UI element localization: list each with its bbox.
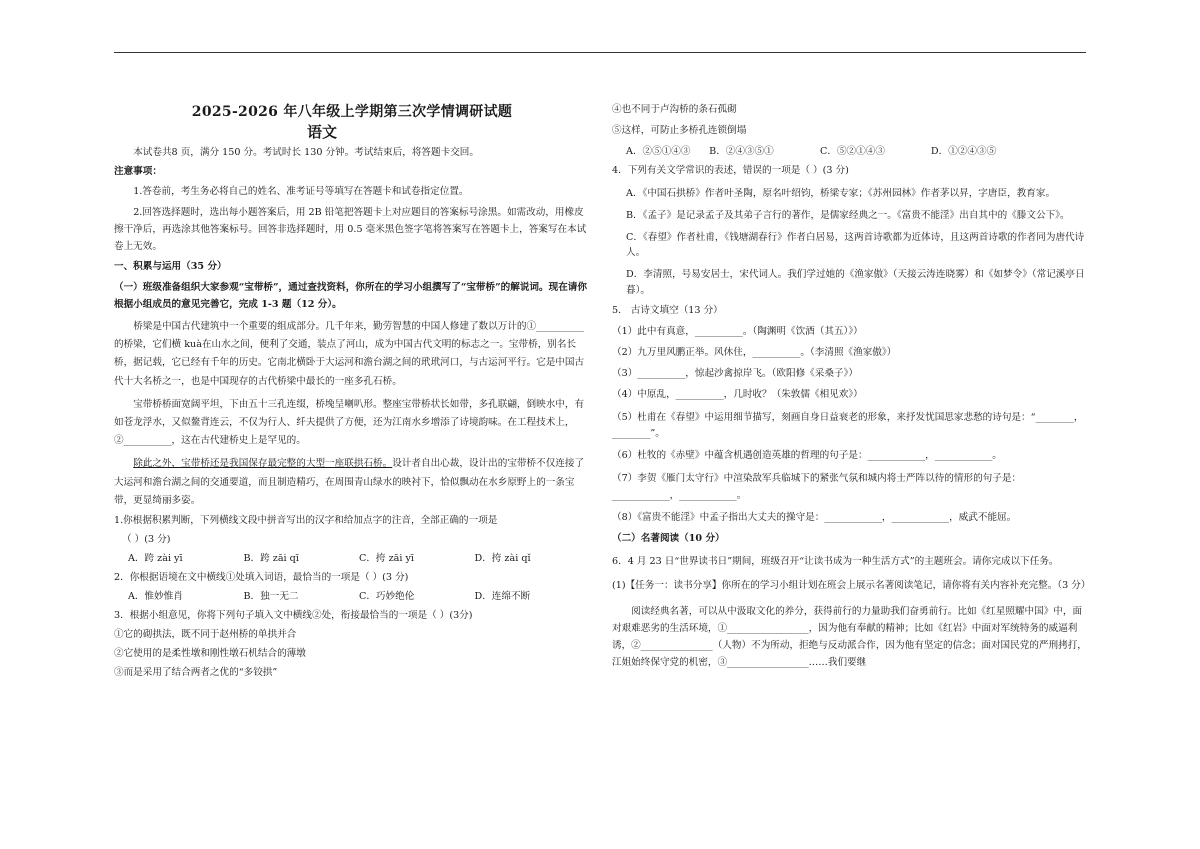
poem-blank-4: （4）中原乱，__________，几时收？（朱敦儒《相见欢》） bbox=[612, 388, 863, 400]
q3-option-b: B．②④③⑤① bbox=[709, 145, 774, 157]
q2-option-c: C．巧妙绝伦 bbox=[359, 591, 415, 603]
question-4: 4．下列有关文学常识的表述，错误的一项是（ ）(3 分) bbox=[612, 164, 849, 176]
poem-blank-5: （5）杜甫在《春望》中运用细节描写，刻画自身日益衰老的形象，来抒发忧国思家悲愁的诗句是：“________，________”。 bbox=[612, 411, 1084, 440]
q1-option-d: D．挎 zài qǐ bbox=[474, 553, 531, 565]
question-6: 6．4 月 23 日“世界读书日”期间，班级召开“让读书成为一种生活方式”的主题班会。请你完成以下任务。 bbox=[612, 555, 1059, 567]
part-2-heading: （二）名著阅读（10 分） bbox=[612, 532, 725, 544]
notice-1: 1.答卷前，考生务必将自己的姓名、准考证号等填写在答题卡和试卷指定位置。 bbox=[133, 186, 469, 198]
poem-blank-2: （2）九万里风鹏正举。风休住，__________。（李清照《渔家傲》） bbox=[612, 346, 897, 358]
notice-2: 2.回答选择题时，选出每小题答案后，用 2B 铅笔把答题卡上对应题目的答案标号涂黑。如需改动，用橡皮擦干净后，再选涂其他答案标号。回答非选择题时，用 0.5 毫米黑色签字笔将答案写在答题卡上，答案写在本试卷上无效。 bbox=[114, 207, 587, 252]
q3-sentence-2: ②它使用的是柔性墩和刚性墩石机结合的薄墩 bbox=[114, 647, 306, 659]
passage-paragraph-1: 桥梁是中国古代建筑中一个重要的组成部分。几千年来，勤劳智慧的中国人修建了数以万计的①__________的桥梁，它们横 kuà在山水之间，便利了交通，装点了河山，成为中国古代文明的标志之一。宝带桥，别名长桥，据记载，它已经有千年的历史。它南北横卧于大运河和澹台湖之间的玳玳河口，与古运河平行。它是中国古代十大名桥之一，也是中国现存的古代桥梁中最长的一座多孔石桥。 bbox=[114, 320, 585, 387]
right-column bbox=[612, 104, 1091, 676]
question-1-score: （ ）(3 分) bbox=[122, 534, 171, 546]
q3-option-c: C．⑤②①④③ bbox=[820, 145, 885, 157]
left-column bbox=[114, 100, 590, 686]
passage-paragraph-2: 宝带桥桥面宽阔平坦，下由五十三孔连缀，桥堍呈喇叭形。整座宝带桥状长如带，多孔联翩，倒映水中，有如苍龙浮水，又似鳌背连云，不仅为行人、纤夫提供了方便，还为江南水乡增添了诗境韵味。在工程技术上，②__________，这在古代建桥史上是罕见的。 bbox=[114, 398, 585, 447]
poem-blank-7: （7）李贺《雁门太守行》中渲染敌军兵临城下的紧张气氛和城内将士严阵以待的情形的句子是：____________，____________。 bbox=[612, 473, 1022, 501]
notice-heading: 注意事项： bbox=[114, 165, 162, 177]
question-3-options bbox=[612, 146, 1088, 158]
q4-option-d: D．李清照，号易安居士，宋代词人。我们学过她的《渔家傲》（天接云涛连晓雾）和《如梦令》（常记溪亭日暮）。 bbox=[626, 269, 1085, 297]
q3-sentence-3: ③而是采用了结合两者之优的“多铰拱” bbox=[114, 666, 278, 678]
q3-sentence-5: ⑤这样，可防止多桥孔连锁倒塌 bbox=[612, 124, 747, 136]
question-3: 3．根据小组意见，你将下列句子填入文中横线②处，衔接最恰当的一项是（ ）(3分) bbox=[114, 610, 473, 621]
question-2-options bbox=[114, 591, 590, 603]
exam-title: 2025-2026 年八年级上学期第三次学情调研试题 bbox=[191, 104, 513, 120]
poem-blank-3: （3）__________，惊起沙禽掠岸飞。（欧阳修《采桑子》） bbox=[612, 367, 858, 379]
q1-option-b: B．跨 zāi qī bbox=[243, 553, 299, 565]
question-1-options bbox=[114, 553, 590, 565]
task-1-text: 阅读经典名著，可以从中汲取文化的养分，获得前行的力量助我们奋勇前行。比如《红星照耀中国》中，面对艰难恶劣的生活环境，①_________________，因为他有奉献的精神；比如《红岩》中面对军统特务的威逼利诱，②_______________（人物）不为所动，拒绝与反动派合作，因为他有坚定的信念；面对国民党的严刑拷打，江姐始终保守党的机密，③_________________……我们要继 bbox=[612, 605, 1087, 669]
passage-3-rest: 设计者自出心裁，设计出的宝带桥不仅连接了大运河和澹台湖之间的交通要道，而且制造精巧，在周围青山绿水的映衬下，恰似飘动在水乡原野上的一条宝带，更显绮丽多姿。 bbox=[114, 458, 585, 506]
underlined-sentence: 除此之外，宝带桥还是我国保存最完整的大型一座联拱石桥。 bbox=[133, 458, 393, 470]
exam-subject: 语文 bbox=[306, 122, 337, 141]
poem-blank-6: （6）杜牧的《赤壁》中蕴含机遇创造英雄的哲理的句子是：____________，____________。 bbox=[612, 450, 1002, 462]
q3-sentence-4: ④也不同于卢沟桥的条石孤砌 bbox=[612, 104, 737, 115]
section-1-heading: 一、积累与运用（35 分） bbox=[114, 261, 227, 273]
q4-option-c: C．《春望》作者杜甫，《钱塘湖春行》作者白居易，这两首诗歌都为近体诗，且这两首诗歌的作者同为唐代诗人。 bbox=[626, 231, 1085, 259]
poem-blank-1: （1）此中有真意，__________。（陶渊明《饮酒（其五）》） bbox=[612, 325, 863, 337]
q2-option-d: D．连绵不断 bbox=[474, 591, 531, 603]
exam-intro: 本试卷共8 页，满分 150 分。考试时长 130 分钟。考试结束后，将答题卡交回。 bbox=[133, 147, 479, 159]
part-1-heading: （一）班级准备组织大家参观“宝带桥”，通过查找资料，你所在的学习小组撰写了“宝带桥”的解说词。现在请你根据小组成员的意见完善它，完成 1-3 题（12 分）。 bbox=[114, 282, 587, 311]
question-1: 1.你根据积累判断，下列横线文段中拼音写出的汉字和给加点字的注音，全部正确的一项是 bbox=[114, 515, 498, 527]
question-5: 5． 古诗文填空（13 分） bbox=[612, 304, 723, 316]
q2-option-a: A．惟妙惟肖 bbox=[128, 591, 183, 603]
q3-option-d: D．①②④③⑤ bbox=[930, 145, 997, 157]
question-2: 2．你根据语境在文中横线①处填入词语，最恰当的一项是（ ）(3 分) bbox=[114, 572, 409, 584]
q2-option-b: B．独一无二 bbox=[243, 591, 299, 603]
q1-option-a: A．跨 zài yī bbox=[128, 553, 183, 565]
q4-option-a: A．《中国石拱桥》作者叶圣陶，原名叶绍钧，桥梁专家；《苏州园林》作者茅以昇，字唐臣，教育家。 bbox=[626, 187, 1056, 199]
passage-paragraph-3 bbox=[114, 455, 590, 510]
q3-sentence-1: ①它的砌拱法，既不同于赵州桥的单拱并合 bbox=[114, 628, 297, 640]
task-1: (1)【任务一：读书分享】你所在的学习小组计划在班会上展示名著阅读笔记，请你将有关内容补充完整。（3 分） bbox=[612, 580, 1091, 592]
q1-option-c: C．挎 zāi yī bbox=[359, 553, 414, 565]
poem-blank-8: （8）《富贵不能淫》中孟子指出大丈夫的操守是：____________，____________，威武不能屈。 bbox=[612, 512, 1017, 523]
header-rule bbox=[114, 52, 1086, 53]
q3-option-a: A．②⑤①④③ bbox=[626, 145, 691, 157]
q4-option-b: B．《孟子》是记录孟子及其弟子言行的著作，是儒家经典之一。《富贵不能淫》出自其中的《滕文公下》。 bbox=[626, 209, 1070, 221]
